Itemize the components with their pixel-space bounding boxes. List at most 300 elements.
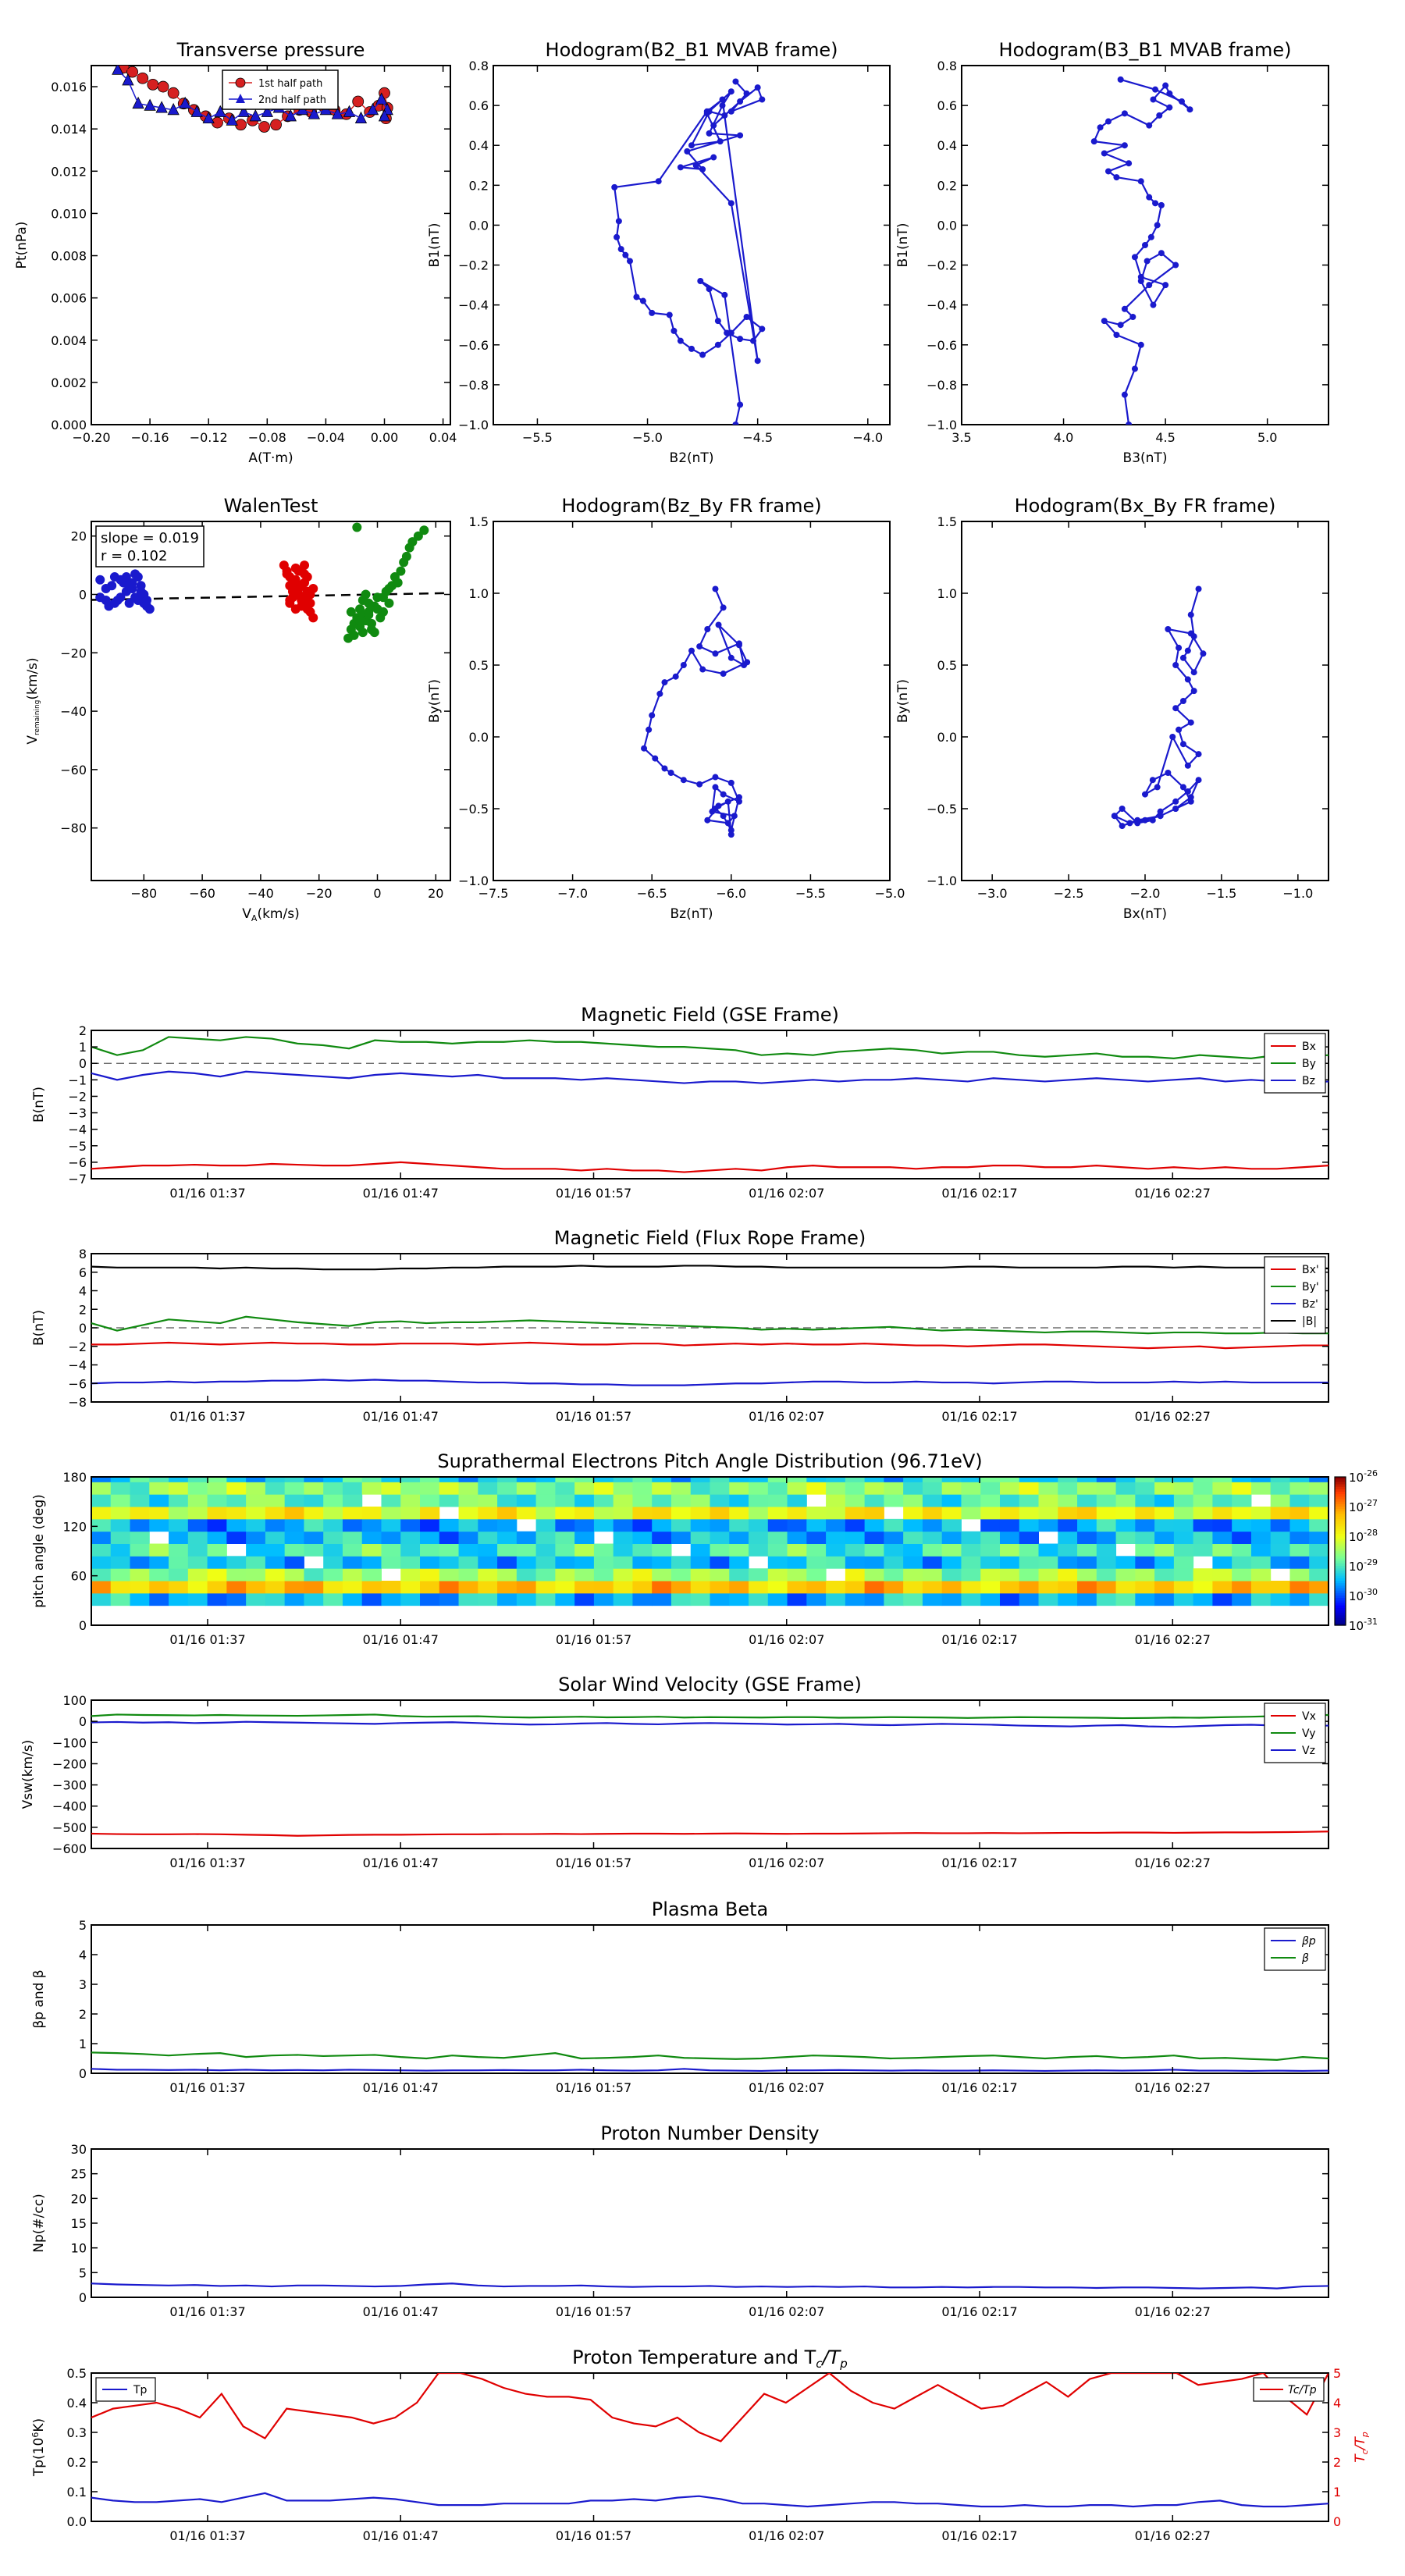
heatmap-cell [208,1532,227,1544]
legend-label: Vx [1302,1710,1316,1723]
heatmap-cell [169,1494,188,1507]
heatmap-cell [169,1593,188,1606]
data-point [710,123,717,129]
data-point [652,756,658,762]
heatmap-cell [1212,1544,1232,1557]
y-tick-label: 0.2 [66,2455,87,2470]
data-point [1158,250,1165,256]
data-point [755,358,761,364]
heatmap-cell [594,1544,614,1557]
heatmap-cell [594,1507,614,1519]
heatmap-cell [1058,1544,1077,1557]
r-annotation: r = 0.102 [101,548,168,564]
heatmap-cell [226,1556,246,1568]
heatmap-cell [1251,1477,1271,1482]
heatmap-cell [1251,1556,1271,1568]
heatmap-cell [1232,1532,1251,1544]
x-tick-label: 01/16 01:37 [169,1856,246,1870]
heatmap-cell [1039,1556,1058,1568]
heatmap-cell [632,1568,652,1581]
x-tick-label: −20 [305,886,333,901]
heatmap-cell [536,1544,556,1557]
heatmap-cell [1289,1544,1309,1557]
heatmap-cell [246,1519,265,1532]
heatmap-cell [729,1482,749,1494]
heatmap-cell [614,1507,633,1519]
data-point [656,178,662,184]
heatmap-cell [710,1494,730,1507]
y-tick-label: 0.014 [51,122,87,137]
data-point [1165,770,1171,776]
data-point [693,162,699,169]
data-point [736,642,742,648]
x-tick-label: −6.0 [716,886,747,901]
heatmap-cell [574,1494,594,1507]
heatmap-cell [246,1568,265,1581]
data-point [300,560,309,570]
heatmap-cell [1154,1519,1174,1532]
colorbar-exponent: -29 [1364,1557,1378,1567]
data-point [1132,254,1138,260]
heatmap-cell [111,1568,130,1581]
heatmap-cell [1154,1593,1174,1606]
heatmap-cell [536,1519,556,1532]
y-tick-label: −5 [68,1138,87,1154]
heatmap-cell [111,1507,130,1519]
heatmap-cell [768,1519,788,1532]
data-point [706,286,713,292]
heatmap-cell [884,1519,903,1532]
heatmap-cell [304,1519,323,1532]
x-tick-label: 01/16 01:37 [169,1632,246,1647]
x-tick-label: 01/16 02:07 [749,2528,825,2543]
heatmap-cell [536,1482,556,1494]
heatmap-cell [923,1568,942,1581]
heatmap-cell [226,1593,246,1606]
heatmap-cell [671,1507,691,1519]
heatmap-cell [188,1494,208,1507]
x-tick-label: 01/16 01:47 [362,1409,439,1424]
heatmap-cell [1309,1593,1329,1606]
heatmap-cell [903,1593,923,1606]
heatmap-cell [555,1482,574,1494]
data-point [1119,823,1126,829]
data-point [1180,784,1186,790]
y-tick-label: 1.5 [468,514,489,529]
data-point [712,806,718,812]
heatmap-cell [710,1544,730,1557]
heatmap-cell [555,1544,574,1557]
heatmap-cell [149,1556,169,1568]
heatmap-cell [614,1581,633,1593]
heatmap-cell [459,1494,478,1507]
data-point [1162,282,1168,288]
y-tick-label: −7 [68,1172,87,1187]
y-tick-label: 0.0 [468,730,489,745]
heatmap-cell [439,1593,459,1606]
heatmap-cell [343,1494,362,1507]
data-point [649,712,655,718]
heatmap-cell [343,1556,362,1568]
data-point [744,659,750,665]
data-point [1134,817,1140,824]
data-point [350,631,359,640]
legend-marker [236,78,245,87]
heatmap-cell [1000,1568,1019,1581]
data-point [1154,222,1161,228]
heatmap-cell [536,1581,556,1593]
y2-tick-label: 5 [1333,2366,1342,2381]
heatmap-cell [632,1532,652,1544]
heatmap-cell [1174,1581,1193,1593]
heatmap-cell [788,1477,807,1482]
heatmap-cell [208,1568,227,1581]
data-point [1138,278,1144,284]
data-point [308,584,318,593]
x-tick-label: 01/16 01:47 [362,1856,439,1870]
data-point [732,422,738,428]
heatmap-cell [1000,1581,1019,1593]
heatmap-cell [903,1568,923,1581]
heatmap-cell [497,1532,517,1544]
heatmap-cell [555,1507,574,1519]
data-point [641,745,647,752]
heatmap-cell [1097,1494,1116,1507]
legend-label: βp [1302,1935,1316,1948]
heatmap-cell [1000,1532,1019,1544]
heatmap-cell [149,1507,169,1519]
heatmap-cell [710,1482,730,1494]
data-point [720,96,726,102]
x-tick-label: 0.04 [429,430,457,445]
heatmap-cell [729,1581,749,1593]
data-point [611,184,617,190]
y2-tick-label: 3 [1333,2425,1342,2440]
x-axis-label: $V_A(km/s)$ [242,906,300,923]
heatmap-cell [652,1494,671,1507]
heatmap-cell [91,1556,111,1568]
x-tick-label: 3.5 [951,430,972,445]
heatmap-cell [208,1556,227,1568]
heatmap-cell [188,1556,208,1568]
heatmap-cell [1251,1593,1271,1606]
heatmap-cell [420,1482,439,1494]
heatmap-cell [1232,1477,1251,1482]
heatmap-cell [536,1507,556,1519]
heatmap-cell [208,1519,227,1532]
heatmap-cell [574,1556,594,1568]
heatmap-cell [788,1568,807,1581]
data-point [1196,585,1202,592]
heatmap-cell [884,1593,903,1606]
data-point [1188,720,1194,726]
heatmap-cell [555,1556,574,1568]
heatmap-cell [536,1532,556,1544]
heatmap-cell [1000,1593,1019,1606]
y-tick-label: −60 [60,762,87,777]
heatmap-cell [323,1593,343,1606]
heatmap-cell [768,1556,788,1568]
data-point [101,584,111,593]
heatmap-cell [323,1544,343,1557]
heatmap-cell [1271,1556,1290,1568]
y-axis-label: B(nT) [31,1309,47,1347]
data-point [670,328,677,334]
data-point [95,575,105,585]
heatmap-cell [768,1568,788,1581]
heatmap-cell [1174,1477,1193,1482]
y-axis-label: By(nT) [427,678,443,724]
x-tick-label: 01/16 02:17 [941,2080,1018,2095]
data-point [402,552,411,561]
y-tick-label: 0.3 [66,2425,87,2440]
heatmap-cell [1232,1494,1251,1507]
heatmap-cell [1135,1593,1154,1606]
heatmap-cell [323,1568,343,1581]
heatmap-cell [1077,1507,1097,1519]
y-tick-label: 20 [70,528,87,544]
heatmap-cell [497,1593,517,1606]
y-tick-label: −1.0 [458,418,489,432]
data-point [1185,788,1191,795]
x-tick-label: 01/16 02:27 [1134,1186,1211,1201]
heatmap-cell [749,1544,768,1557]
data-point [1101,318,1108,324]
heatmap-cell [652,1568,671,1581]
heatmap-cell [1019,1494,1039,1507]
heatmap-cell [845,1519,865,1532]
heatmap-cell [130,1544,150,1557]
data-point [1191,669,1197,675]
legend-label: Bx [1302,1041,1316,1053]
legend-label: 1st half path [258,78,323,90]
heatmap-cell [923,1532,942,1544]
heatmap-cell [574,1532,594,1544]
heatmap-cell [517,1482,536,1494]
heatmap-cell [1154,1507,1174,1519]
heatmap-cell [806,1507,826,1519]
heatmap-cell [517,1556,536,1568]
y-tick-label: 0.8 [468,59,489,73]
heatmap-cell [381,1581,400,1593]
colorbar-label: $10^{-30}$ [1349,1587,1378,1603]
data-point [1186,106,1193,112]
heatmap-cell [574,1568,594,1581]
heatmap-cell [169,1568,188,1581]
heatmap-cell [265,1593,285,1606]
heatmap-cell [1271,1519,1290,1532]
x-tick-label: 01/16 02:27 [1134,2304,1211,2319]
heatmap-cell [149,1544,169,1557]
heatmap-cell [362,1519,382,1532]
heatmap-cell [400,1581,420,1593]
heatmap-cell [1097,1593,1116,1606]
data-point [656,691,663,697]
heatmap-cell [323,1507,343,1519]
data-point [1150,96,1156,102]
heatmap-cell [749,1482,768,1494]
heatmap-cell [497,1477,517,1482]
data-point [1132,365,1138,372]
y-tick-label: 0.000 [51,418,87,432]
y-axis-label: Np(#/cc) [31,2194,47,2253]
data-point [1112,813,1118,819]
heatmap-cell [980,1593,1000,1606]
title-sub-p: p [840,2357,848,2371]
heatmap-cell [111,1544,130,1557]
heatmap-cell [1212,1494,1232,1507]
data-point [1196,777,1202,783]
heatmap-cell [1289,1556,1309,1568]
plot-frame [91,2373,1329,2521]
heatmap-cell [806,1519,826,1532]
data-point [1142,817,1148,824]
heatmap-cell [729,1507,749,1519]
heatmap-cell [1193,1581,1213,1593]
heatmap-cell [188,1581,208,1593]
y-tick-label: 20 [70,2191,87,2207]
data-point [759,326,765,332]
data-point [1172,262,1179,269]
y-tick-label: −0.8 [927,377,957,393]
heatmap-cell [497,1568,517,1581]
heatmap-cell [111,1494,130,1507]
heatmap-cell [710,1519,730,1532]
heatmap-cell [614,1593,633,1606]
heatmap-cell [1251,1519,1271,1532]
colorbar-exponent: -26 [1364,1468,1378,1478]
data-point [710,155,717,161]
heatmap-cell [710,1556,730,1568]
heatmap-cell [362,1482,382,1494]
y-tick-label: 0.002 [51,375,87,390]
data-point [1180,698,1186,704]
heatmap-cell [710,1507,730,1519]
x-tick-label: −5.0 [632,430,663,445]
y-tick-label: −0.2 [458,258,489,273]
data-point [661,765,667,771]
data-point [1138,178,1144,184]
heatmap-cell [1039,1519,1058,1532]
data-point [116,575,125,585]
x-tick-label: −5.5 [795,886,826,901]
heatmap-cell [1077,1477,1097,1482]
y-tick-label: 0 [78,1321,87,1336]
heatmap-cell [343,1532,362,1544]
heatmap-cell [169,1532,188,1544]
heatmap-cell [381,1494,400,1507]
heatmap-cell [826,1519,845,1532]
heatmap-cell [768,1507,788,1519]
x-tick-label: 4.0 [1053,430,1074,445]
heatmap-cell [1097,1568,1116,1581]
heatmap-cell [517,1568,536,1581]
y2-sub-p: p [1360,2432,1370,2438]
heatmap-cell [343,1477,362,1482]
data-point [704,817,710,824]
x-tick-label: 01/16 01:57 [555,2528,632,2543]
heatmap-cell [806,1581,826,1593]
heatmap-cell [1193,1507,1213,1519]
heatmap-cell [1077,1556,1097,1568]
heatmap-cell [1058,1477,1077,1482]
heatmap-cell [1193,1532,1213,1544]
heatmap-cell [285,1519,304,1532]
heatmap-cell [1232,1482,1251,1494]
colorbar-label: $10^{-29}$ [1349,1557,1378,1574]
heatmap-cell [1309,1507,1329,1519]
heatmap-cell [478,1507,497,1519]
colorbar-label: $10^{-31}$ [1349,1617,1378,1633]
heatmap-cell [806,1482,826,1494]
heatmap-cell [362,1477,382,1482]
heatmap-cell [614,1556,633,1568]
heatmap-cell [246,1581,265,1593]
heatmap-cell [1232,1581,1251,1593]
y-tick-label: −100 [52,1735,87,1751]
heatmap-cell [1116,1507,1136,1519]
heatmap-cell [439,1581,459,1593]
heatmap-cell [304,1477,323,1482]
data-point [744,91,750,97]
heatmap-cell [1309,1581,1329,1593]
heatmap-cell [362,1568,382,1581]
heatmap-cell [865,1593,884,1606]
heatmap-cell [1154,1482,1174,1494]
heatmap-cell [1193,1477,1213,1482]
heatmap-cell [1174,1593,1193,1606]
heatmap-cell [130,1482,150,1494]
heatmap-cell [323,1581,343,1593]
heatmap-cell [246,1544,265,1557]
data-point [1142,242,1148,248]
heatmap-cell [1116,1532,1136,1544]
heatmap-cell [845,1507,865,1519]
heatmap-cell [478,1477,497,1482]
heatmap-cell [884,1477,903,1482]
data-point [1097,124,1104,130]
heatmap-cell [285,1544,304,1557]
panel-walen-test [25,495,450,923]
legend-label: Bz [1302,1075,1315,1087]
heatmap-cell [1116,1482,1136,1494]
panel-solar-wind-velocity [20,1674,1329,1870]
heatmap-cell [1193,1568,1213,1581]
heatmap-cell [574,1593,594,1606]
heatmap-cell [980,1544,1000,1557]
data-point [379,592,388,602]
heatmap-cell [1135,1477,1154,1482]
heatmap-cell [439,1494,459,1507]
data-point [678,338,684,344]
heatmap-cell [91,1494,111,1507]
x-tick-label: −0.04 [306,430,345,445]
y-tick-label: 0.4 [468,138,489,154]
heatmap-cell [420,1544,439,1557]
data-point [355,616,365,625]
y-tick-label: 2 [78,2007,87,2022]
data-point [721,112,727,119]
heatmap-cell [226,1477,246,1482]
heatmap-cell [536,1556,556,1568]
heatmap-cell [1077,1593,1097,1606]
y-tick-label: 0 [78,2290,87,2305]
x-tick-label: 01/16 02:17 [941,1632,1018,1647]
data-point [1172,799,1179,805]
data-point [370,628,379,637]
data-point [1122,110,1128,116]
y-tick-label: 0.0 [937,730,957,745]
